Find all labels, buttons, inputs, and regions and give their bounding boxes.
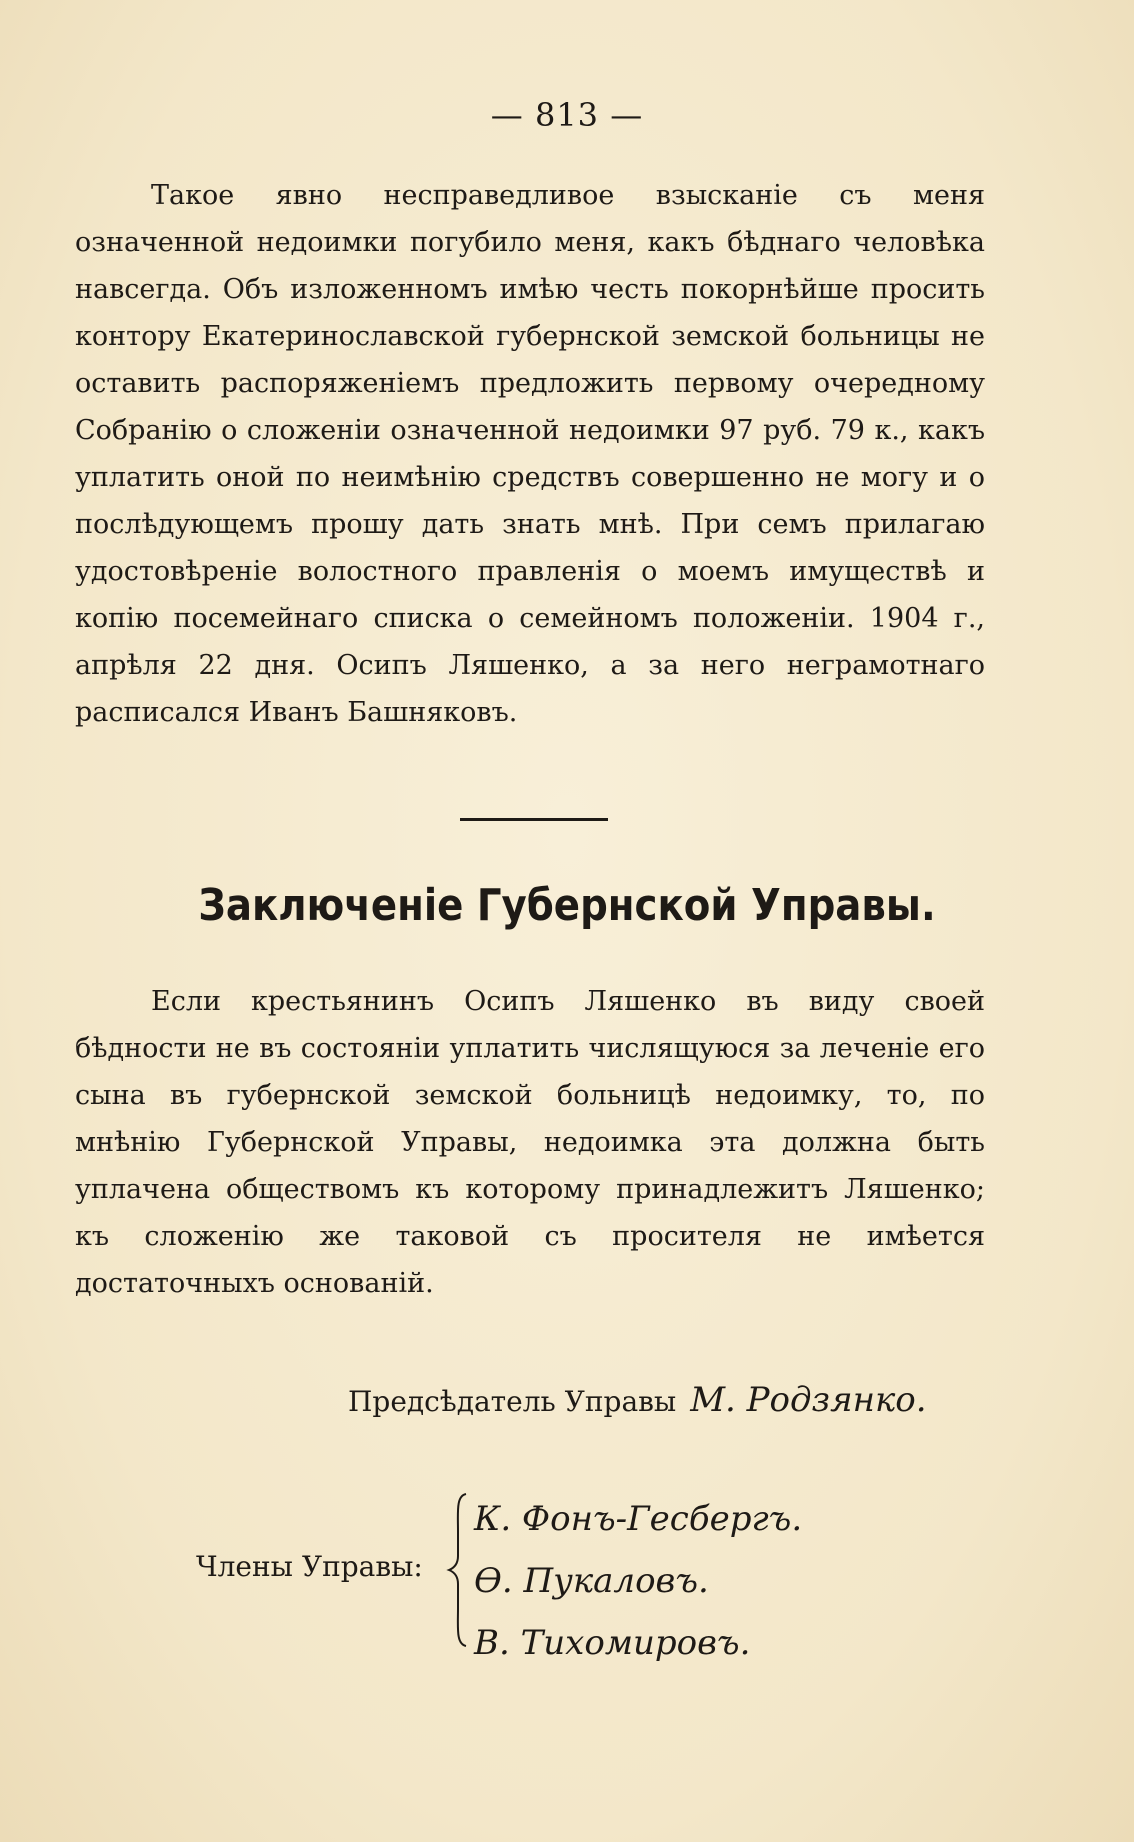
- conclusion-text: Если крестьянинъ Осипъ Ляшенко въ виду своей бѣдности не въ состояніи уплатить числящуюся за леченіе его сына въ губернской земской больницѣ недоимку, то, по мнѣнію Губернской Управы, недоимка эта должна быть уплачена обществомъ къ которому принадлежитъ Ляшенко; къ сложенію же таковой съ просителя не имѣется достаточныхъ основаній.: [75, 986, 985, 1299]
- curly-brace-icon: [446, 1492, 470, 1648]
- member-name: К. Фонъ-Гесбергъ.: [474, 1499, 803, 1539]
- chairman-title: Предсѣдатель Управы: [348, 1385, 677, 1418]
- chairman-signature: М. Родзянко.: [690, 1380, 927, 1420]
- page-number: — 813 —: [490, 96, 644, 134]
- members-list: [474, 1488, 802, 1674]
- petition-paragraph: [75, 172, 985, 736]
- member-name: Ѳ. Пукаловъ.: [474, 1561, 709, 1601]
- chairman-signature-line: [348, 1380, 927, 1420]
- conclusion-paragraph: [75, 978, 985, 1307]
- members-label: Члены Управы:: [196, 1550, 423, 1583]
- member-name: В. Тихомировъ.: [474, 1623, 751, 1663]
- section-heading: Заключеніе Губернской Управы.: [198, 880, 936, 931]
- section-divider: [460, 818, 608, 821]
- petition-text: Такое явно несправедливое взысканіе съ меня означенной недоимки погубило меня, какъ бѣднаго человѣка навсегда. Объ изложенномъ имѣю честь покорнѣйше просить контору Екатеринославской губернской земской больницы не оставить распоряженіемъ предложить первому очередному Собранію о сложеніи означенной недоимки 97 руб. 79 к., какъ уплатить оной по неимѣнію средствъ совершенно не могу и о послѣдующемъ прошу дать знать мнѣ. При семъ прилагаю удостовѣреніе волостного правленія о моемъ имуществѣ и копію посемейнаго списка о семейномъ положеніи. 1904 г., апрѣля 22 дня. Осипъ Ляшенко, а за него неграмотнаго расписался Иванъ Башняковъ.: [75, 180, 985, 728]
